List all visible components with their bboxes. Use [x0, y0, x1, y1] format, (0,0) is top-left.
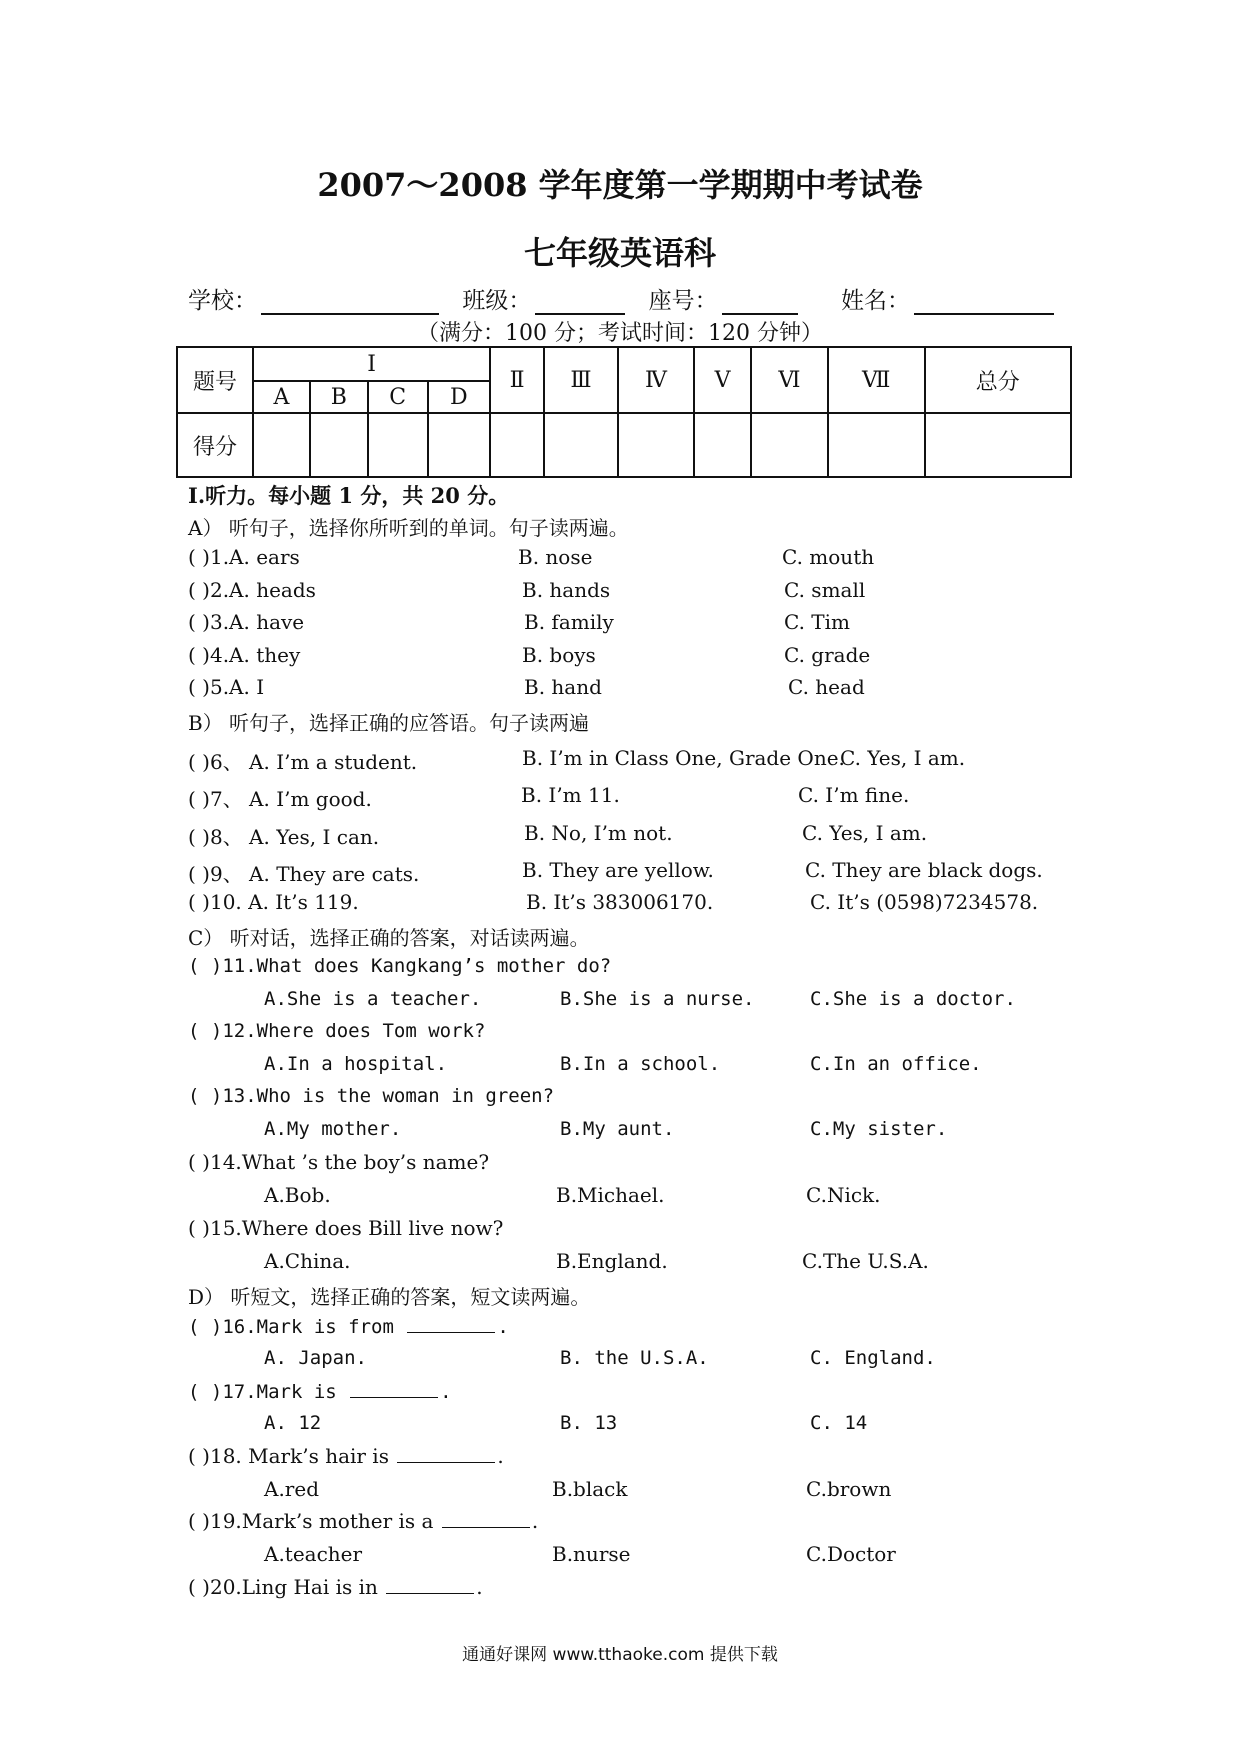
question-7 — [188, 783, 910, 812]
question-11: ( )11.What does Kangkang’s mother do? — [188, 955, 612, 977]
col-IV: Ⅳ — [618, 347, 694, 413]
option-b: B. No, I’m not. — [524, 821, 673, 845]
option-b: B. 13 — [560, 1412, 618, 1434]
question-10 — [188, 890, 1039, 914]
part-b-instruction: B） 听句子，选择正确的应答语。句子读两遍 — [188, 711, 590, 735]
option-b: B. They are yellow. — [522, 858, 714, 882]
option-b: B. It’s 383006170. — [526, 890, 714, 914]
col-A: A — [253, 381, 310, 413]
question-3 — [188, 610, 851, 634]
question-stem: ( )3.A. have — [188, 610, 305, 634]
section-title: Ⅰ.听力。每小题 1 分，共 20 分。 — [188, 483, 510, 508]
question-stem: ( )8、 A. Yes, I can. — [188, 825, 380, 849]
question-stem: ( )2.A. heads — [188, 578, 316, 602]
option-a: A.Bob. — [264, 1183, 331, 1207]
part-a-instruction: A） 听句子，选择你所听到的单词。句子读两遍。 — [188, 516, 629, 540]
question-13: ( )13.Who is the woman in green? — [188, 1085, 555, 1107]
score-cell[interactable] — [751, 413, 828, 477]
row-label-score: 得分 — [177, 413, 253, 477]
option-a: A.My mother. — [264, 1118, 402, 1140]
option-b: B.England. — [556, 1249, 668, 1273]
question-18 — [188, 1444, 504, 1468]
score-cell[interactable] — [828, 413, 925, 477]
name-blank[interactable] — [914, 291, 1054, 315]
exam-title: 2007～2008 学年度第一学期期中考试卷 — [317, 166, 923, 204]
question-15: ( )15.Where does Bill live now? — [188, 1216, 504, 1240]
period: . — [531, 1509, 539, 1533]
option-b: B.She is a nurse. — [560, 988, 755, 1010]
col-VII: Ⅶ — [828, 347, 925, 413]
option-c: C. mouth — [782, 545, 875, 569]
exam-note: （满分：100 分；考试时间：120 分钟） — [417, 321, 823, 346]
question-stem: ( )19.Mark’s mother is a — [188, 1509, 434, 1533]
answer-blank[interactable] — [397, 1444, 495, 1463]
option-c: C.Doctor — [806, 1542, 896, 1566]
score-cell[interactable] — [368, 413, 428, 477]
question-16 — [188, 1314, 509, 1338]
option-c: C. England. — [810, 1347, 936, 1369]
option-b: B. I’m in Class One, Grade One. — [522, 746, 845, 770]
question-stem: ( )9、 A. They are cats. — [188, 862, 420, 886]
question-stem: ( )18. Mark’s hair is — [188, 1444, 389, 1468]
option-b: B. boys — [522, 643, 596, 667]
option-b: B.My aunt. — [560, 1118, 675, 1140]
score-cell[interactable] — [544, 413, 618, 477]
part-d-instruction: D） 听短文，选择正确的答案，短文读两遍。 — [188, 1285, 591, 1309]
question-stem: ( )7、 A. I’m good. — [188, 787, 372, 811]
question-19 — [188, 1509, 538, 1533]
option-c: C.The U.S.A. — [802, 1249, 929, 1273]
option-a: A. Japan. — [264, 1347, 367, 1369]
option-c: C.My sister. — [810, 1118, 948, 1140]
answer-blank[interactable] — [386, 1575, 474, 1594]
option-c: C.brown — [806, 1477, 892, 1501]
question-stem: ( )1.A. ears — [188, 545, 300, 569]
question-5 — [188, 675, 865, 699]
option-b: B.nurse — [552, 1542, 631, 1566]
option-c: C. 14 — [810, 1412, 868, 1434]
col-V: Ⅴ — [694, 347, 751, 413]
option-c: C. grade — [784, 643, 871, 667]
option-b: B. hand — [524, 675, 602, 699]
score-cell[interactable] — [490, 413, 544, 477]
col-C: C — [368, 381, 428, 413]
option-b: B. I’m 11. — [521, 783, 620, 807]
school-blank[interactable] — [261, 291, 439, 315]
option-c: C.In an office. — [810, 1053, 982, 1075]
question-stem: ( )6、 A. I’m a student. — [188, 750, 418, 774]
col-D: D — [428, 381, 490, 413]
period: . — [497, 1316, 509, 1338]
option-c: C. It’s (0598)7234578. — [810, 890, 1039, 914]
seat-blank[interactable] — [722, 291, 798, 315]
period: . — [476, 1575, 483, 1599]
score-cell[interactable] — [253, 413, 310, 477]
score-cell[interactable] — [310, 413, 368, 477]
col-section-I: Ⅰ — [253, 347, 490, 381]
question-6 — [188, 746, 966, 775]
class-label: 班级： — [462, 288, 532, 314]
question-stem: ( )20.Ling Hai is in — [188, 1575, 378, 1599]
question-12: ( )12.Where does Tom work? — [188, 1020, 486, 1042]
score-cell[interactable] — [428, 413, 490, 477]
answer-blank[interactable] — [442, 1509, 530, 1528]
option-c: C. Tim — [784, 610, 851, 634]
score-cell[interactable] — [694, 413, 751, 477]
question-17 — [188, 1379, 452, 1403]
option-b: B.Michael. — [556, 1183, 665, 1207]
option-b: B. nose — [518, 545, 593, 569]
option-a: A.red — [264, 1477, 319, 1501]
option-c: C. They are black dogs. — [805, 858, 1043, 882]
page-footer: 通通好课网 www.tthaoke.com 提供下载 — [462, 1645, 778, 1665]
question-stem: ( )5.A. I — [188, 675, 265, 699]
period: . — [497, 1444, 504, 1468]
option-a: A. 12 — [264, 1412, 322, 1434]
option-b: B.In a school. — [560, 1053, 721, 1075]
option-a: A.China. — [264, 1249, 351, 1273]
question-4 — [188, 643, 871, 667]
period: . — [440, 1381, 452, 1403]
question-stem: ( )10. A. It’s 119. — [188, 890, 359, 914]
option-c: C. Yes, I am. — [840, 746, 966, 770]
col-III: Ⅲ — [544, 347, 618, 413]
question-8 — [188, 821, 928, 850]
exam-subtitle: 七年级英语科 — [523, 234, 716, 272]
col-total: 总分 — [925, 347, 1071, 413]
option-a: A.She is a teacher. — [264, 988, 482, 1010]
option-b: B. hands — [522, 578, 611, 602]
answer-blank[interactable] — [350, 1379, 438, 1398]
answer-blank[interactable] — [407, 1314, 495, 1333]
col-VI: Ⅵ — [751, 347, 828, 413]
question-9 — [188, 858, 1043, 887]
option-c: C. I’m fine. — [798, 783, 910, 807]
question-stem: ( )16.Mark is from — [188, 1316, 394, 1338]
option-a: A.In a hospital. — [264, 1053, 448, 1075]
seat-label: 座号： — [648, 288, 718, 314]
class-blank[interactable] — [535, 291, 625, 315]
student-info-line — [188, 282, 1060, 315]
part-c-instruction: C） 听对话，选择正确的答案，对话读两遍。 — [188, 926, 590, 950]
col-II: Ⅱ — [490, 347, 544, 413]
score-cell[interactable] — [925, 413, 1071, 477]
option-c: C.Nick. — [806, 1183, 881, 1207]
option-b: B. the U.S.A. — [560, 1347, 709, 1369]
option-c: C. small — [784, 578, 866, 602]
question-2 — [188, 578, 866, 602]
name-label: 姓名： — [840, 288, 910, 314]
question-stem: ( )17.Mark is — [188, 1381, 337, 1403]
school-label: 学校： — [188, 288, 257, 314]
question-1 — [188, 545, 875, 569]
score-cell[interactable] — [618, 413, 694, 477]
score-table — [176, 346, 1072, 478]
option-c: C.She is a doctor. — [810, 988, 1016, 1010]
col-B: B — [310, 381, 368, 413]
option-c: C. Yes, I am. — [802, 821, 928, 845]
question-stem: ( )4.A. they — [188, 643, 301, 667]
question-14: ( )14.What ’s the boy’s name? — [188, 1150, 490, 1174]
question-20 — [188, 1575, 483, 1599]
option-a: A.teacher — [264, 1542, 363, 1566]
option-c: C. head — [788, 675, 865, 699]
option-b: B. family — [524, 610, 614, 634]
option-b: B.black — [552, 1477, 628, 1501]
row-label-question: 题号 — [177, 347, 253, 413]
